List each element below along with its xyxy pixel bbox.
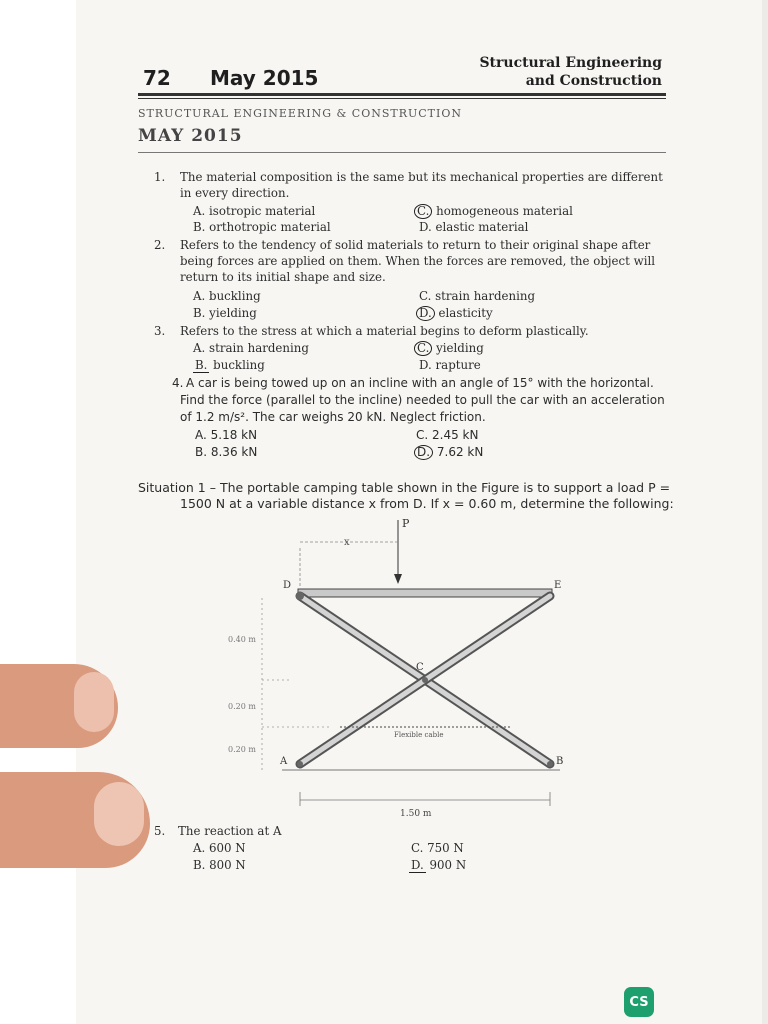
thumbnail [74,672,114,732]
q2-option-a: A. buckling [193,289,261,303]
subheader-line2: MAY 2015 [138,126,243,146]
q4-line1: A car is being towed up on an incline with an angle of 15° with the horizontal. [186,376,654,390]
q2-number: 2. [154,238,166,252]
label-x: x [344,537,350,548]
q3-line1: Refers to the stress at which a material begins to deform plastically. [180,324,589,338]
camscanner-badge: CS [624,987,654,1017]
q1-option-d: D. elastic material [419,220,529,234]
label-b: B [556,756,564,767]
answer-underline: D. [411,858,424,872]
pin-b [547,761,553,767]
q2-option-c: C. strain hardening [419,289,536,303]
q4-option-d-text: 7.62 kN [436,445,484,459]
load-arrowhead [394,574,402,584]
header-title-line1: Structural Engineering [479,55,662,71]
label-width: 1.50 m [400,809,432,819]
label-dim-bot: 0.20 m [228,745,256,754]
q1-option-b: B. orthotropic material [193,220,331,234]
answer-circle: C. [414,341,432,356]
q5-option-a: A. 600 N [193,841,246,855]
q1-line2: in every direction. [180,186,290,200]
fingernail [94,782,144,846]
q5-option-d [409,857,466,873]
q5-option-d-text: 900 N [429,858,467,872]
tabletop [298,589,552,597]
situation-line2: 1500 N at a variable distance x from D. If x = 0.60 m, determine the following: [180,496,674,511]
answer-circle: D. [414,445,433,460]
page-date: May 2015 [210,66,319,90]
q3-option-d: D. rapture [419,358,481,372]
q5-number: 5. [154,824,166,838]
subheader-line1: STRUCTURAL ENGINEERING & CONSTRUCTION [138,107,462,120]
label-dim-top: 0.40 m [228,635,256,644]
label-c: C [416,662,424,673]
q2-option-d-text: elasticity [438,306,493,320]
q3-option-a: A. strain hardening [193,341,309,355]
q3-number: 3. [154,324,166,338]
header-title-line2: and Construction [525,73,662,89]
q3-option-c-text: yielding [436,341,484,355]
q4-option-a: A. 5.18 kN [195,428,258,442]
label-e: E [554,580,562,591]
q1-line1: The material composition is the same but its mechanical properties are different [180,170,663,184]
q4-option-c: C. 2.45 kN [416,428,479,442]
q3-option-b-text: buckling [213,358,265,372]
q2-option-b: B. yielding [193,306,257,320]
pin-a [297,761,303,767]
q1-number: 1. [154,170,166,184]
label-p: P [402,517,410,530]
q4-line3: of 1.2 m/s². The car weighs 20 kN. Neglect friction. [180,410,486,424]
answer-underline: B. [195,358,208,372]
q2-line3: return to its initial shape and size. [180,270,386,284]
situation-line1: Situation 1 – The portable camping table shown in the Figure is to support a load P = [138,480,671,495]
pin-c [422,677,428,683]
q4-number: 4. [172,376,184,390]
label-a: A [280,756,288,767]
q1-option-a: A. isotropic material [193,204,316,218]
q5-option-c: C. 750 N [411,841,464,855]
q1-option-c-text: homogeneous material [436,204,573,218]
q2-line2: being forces are applied on them. When the forces are removed, the object will [180,254,656,268]
q4-line2: Find the force (parallel to the incline) needed to pull the car with an acceleration [180,393,665,407]
label-dim-mid: 0.20 m [228,702,256,711]
label-d: D [283,580,292,591]
q2-line1: Refers to the tendency of solid materials to return to their original shape after [180,238,651,252]
label-flexible-cable: Flexible cable [394,731,444,739]
q4-option-b: B. 8.36 kN [195,445,258,459]
answer-circle: C. [414,204,432,219]
page-number: 72 [143,66,171,90]
pin-d [296,592,304,600]
answer-circle: D. [416,306,435,321]
q5-text: The reaction at A [178,824,282,838]
q5-option-b: B. 800 N [193,858,246,872]
